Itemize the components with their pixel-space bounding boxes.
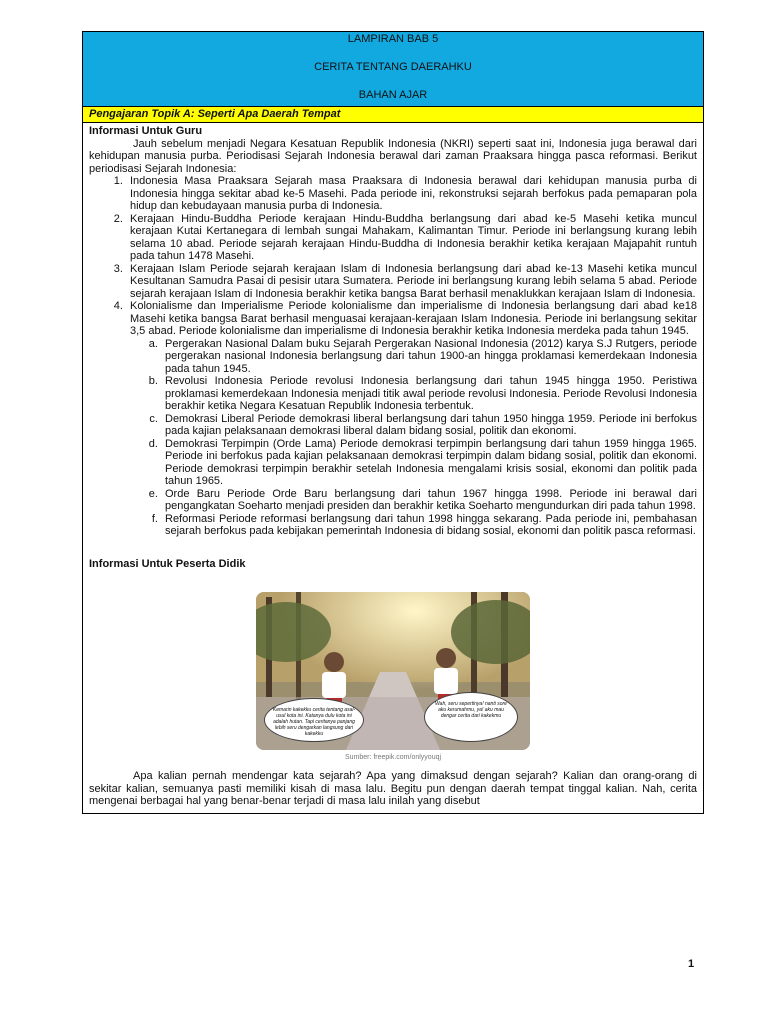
sub-period-list [130, 338, 697, 538]
list-item: 2. Kerajaan Hindu-Buddha Periode kerajaan Hindu-Buddha berlangsung dari abad ke-5 Masehi ketika muncul kerajaan Kutai Kertanegara di lembah sungai Mahakam, Kalimantan Timur. Periode ini berlangsung kurang lebih selama 10 abad. Periode sejarah kerajaan Hindu-Buddha di Indonesia berakhir ketika kerajaan Majapahit runtuh pada tahun 1478 Masehi. [126, 213, 697, 263]
sub-list-item: c. Demokrasi Liberal Periode demokrasi liberal berlangsung dari tahun 1950 hingga 1959. Periode ini berfokus pada kajian pelaksanaan demokrasi liberal dalam bidang sosial, politik dan ekonomi. [161, 413, 697, 438]
speech-bubble-left: Kemarin kakekku cerita tentang asal-usul kota ini. Katanya dulu kota ini adalah hutan. Tapi ceritanya panjang lebih seru dengarkan langsung dari kakekku [264, 698, 364, 742]
header-line-2: CERITA TENTANG DAERAHKU [314, 61, 472, 73]
sub-list-item: b. Revolusi Indonesia Periode revolusi Indonesia berlangsung dari tahun 1945 hingga 1950. Peristiwa proklamasi kemerdekaan Indonesia menjadi titik awal periode revolusi Indonesia. Periode Revolusi Indonesia berakhir ketika Negara Kesatuan Republik Indonesia terbentuk. [161, 375, 697, 413]
sub-list-item: e. Orde Baru Periode Orde Baru berlangsung dari tahun 1967 hingga 1998. Periode ini berawal dari pengangkatan Soeharto menjadi presiden dan berakhir ketika Soeharto mengundurkan diri pada tahun 1998. [161, 488, 697, 513]
period-list [89, 175, 697, 538]
closing-paragraph: Apa kalian pernah mendengar kata sejarah? Apa yang dimaksud dengan sejarah? Kalian dan orang-orang di sekitar kalian, semuanya pasti memiliki kisah di masa lalu. Begitu pun dengan daerah tempat tinggal kalian. Nah, cerita mengenai berbagai hal yang benar-benar terjadi di masa lalu inilah yang disebut [89, 770, 697, 807]
list-item [126, 300, 697, 538]
content-body [83, 123, 703, 813]
page-number: 1 [688, 958, 695, 970]
section-heading-peserta: Informasi Untuk Peserta Didik [89, 557, 246, 570]
list-item-text: Kolonialisme dan Imperialisme Periode kolonialisme dan imperialisme di Indonesia berlangsung dari abad ke18 Masehi ketika bangsa Barat berhasil menguasai kerajaan-kerajaan Islam Indonesia. Periode ini berlangsung sekitar 3,5 abad. Periode kolonialisme dan imperialisme di Indonesia berakhir ketika Indonesia merdeka pada tahun 1945. [130, 300, 697, 337]
speech-bubble-right: Wah, seru sepertinya! nanti sore aku kerumahmu, ya! aku mau dengar cerita dari kakekmu [424, 692, 518, 742]
image-source: Sumber: freepik.com/onlyyouqj [344, 754, 442, 761]
lampiran-table [82, 31, 704, 814]
topic-title: Pengajaran Topik A: Seperti Apa Daerah Tempat [83, 106, 703, 123]
intro-paragraph: Jauh sebelum menjadi Negara Kesatuan Republik Indonesia (NKRI) seperti saat ini, Indonesia juga berawal dari kehidupan manusia purba. Periodisasi Sejarah Indonesia berawal dari zaman Praaksara hingga pasca reformasi. Berikut periodisasi Sejarah Indonesia: [89, 137, 697, 175]
illustration [256, 592, 530, 764]
document-page [82, 31, 704, 814]
list-item: 3. Kerajaan Islam Periode sejarah kerajaan Islam di Indonesia berlangsung dari abad ke-13 Masehi ketika muncul Kesultanan Samudra Pasai di pesisir utara Sumatera. Periode ini berlangsung kurang lebih selama 5 abad. Periode sejarah kerajaan Islam di Indonesia berakhir ketika bangsa Barat berhasil menaklukkan kerajaan Islam di Indonesia. [126, 263, 697, 301]
park-photo [256, 592, 530, 750]
sub-list-item: a. Pergerakan Nasional Dalam buku Sejarah Pergerakan Nasional Indonesia (2012) karya S.J Rutgers, periode pergerakan nasional Indonesia berlangsung dari tahun 1900-an hingga proklamasi kemerdekaan Indonesia pada tahun 1945. [161, 338, 697, 376]
section-heading-guru: Informasi Untuk Guru [89, 125, 203, 137]
header-block [83, 32, 703, 106]
sub-list-item: f. Reformasi Periode reformasi berlangsung dari tahun 1998 hingga sekarang. Pada periode ini, pembahasan sejarah berfokus pada kebijakan pemerintah Indonesia di bidang sosial, ekonomi dan politik pasca reformasi. [161, 513, 697, 538]
list-item: 1. Indonesia Masa Praaksara Sejarah masa Praaksara di Indonesia berawal dari kehidupan manusia purba di Indonesia hingga sekitar abad ke-5 Masehi. Pada periode ini, rekonstruksi sejarah berfokus pada pemaparan pola hidup dan kebudayaan manusia purba di Indonesia. [126, 175, 697, 213]
sub-list-item: d. Demokrasi Terpimpin (Orde Lama) Periode demokrasi terpimpin berlangsung dari tahun 1959 hingga 1965. Periode ini berfokus pada kajian pelaksanaan demokrasi terpimpin dalam bidang sosial, politik dan ekonomi. Periode demokrasi terpimpin berakhir setelah Indonesia mengalami krisis sosial, ekonomi dan politik pada tahun 1965. [161, 438, 697, 488]
header-line-1: LAMPIRAN BAB 5 [347, 33, 439, 45]
header-line-3: BAHAN AJAR [358, 89, 428, 101]
